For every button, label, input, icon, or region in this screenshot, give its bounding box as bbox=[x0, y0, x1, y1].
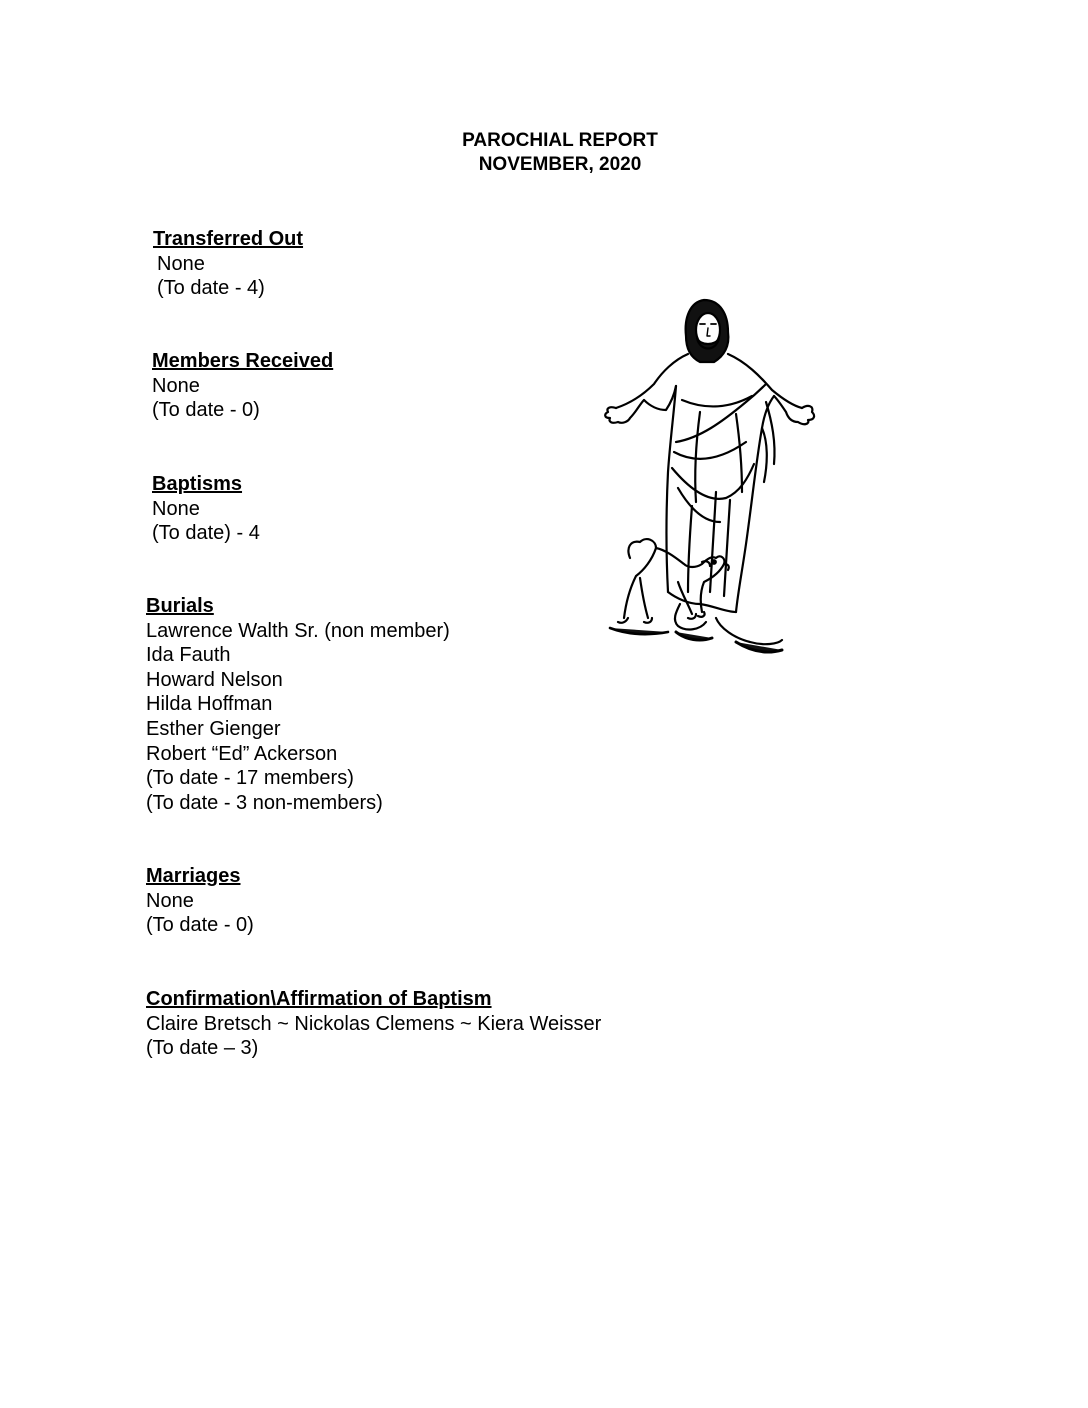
list-item: Ida Fauth bbox=[146, 644, 231, 667]
section-line: (To date - 0) bbox=[146, 914, 254, 937]
section-heading: Marriages bbox=[146, 865, 241, 887]
section-line: None bbox=[152, 497, 200, 520]
list-item: Howard Nelson bbox=[146, 668, 283, 691]
section-heading: Baptisms bbox=[152, 473, 243, 495]
list-item: Esther Gienger bbox=[146, 717, 281, 740]
section-members-received bbox=[152, 349, 333, 423]
section-line: (To date - 0) bbox=[152, 399, 260, 422]
list-item: (To date - 17 members) bbox=[146, 767, 354, 790]
report-date: NOVEMBER, 2020 bbox=[478, 154, 642, 175]
list-item: (To date - 3 non-members) bbox=[146, 791, 383, 814]
section-line: None bbox=[157, 252, 205, 275]
section-transferred-out bbox=[153, 227, 303, 301]
list-item: Lawrence Walth Sr. (non member) bbox=[146, 619, 450, 642]
section-line: None bbox=[152, 374, 200, 397]
section-confirmation bbox=[146, 987, 601, 1061]
jesus-with-lamb-icon bbox=[596, 292, 820, 664]
section-marriages bbox=[146, 864, 254, 938]
section-line: None bbox=[146, 889, 194, 912]
section-heading: Transferred Out bbox=[153, 228, 304, 250]
section-line: (To date - 4) bbox=[157, 277, 265, 300]
list-item: Hilda Hoffman bbox=[146, 693, 273, 716]
section-burials bbox=[146, 594, 450, 815]
section-heading: Members Received bbox=[152, 350, 334, 372]
section-line: (To date – 3) bbox=[146, 1037, 259, 1060]
report-title: PAROCHIAL REPORT bbox=[462, 130, 658, 151]
section-heading: Confirmation\Affirmation of Baptism bbox=[146, 988, 492, 1010]
section-baptisms bbox=[152, 472, 260, 546]
section-heading: Burials bbox=[146, 595, 214, 617]
section-line: (To date) - 4 bbox=[152, 522, 260, 545]
list-item: Robert “Ed” Ackerson bbox=[146, 742, 338, 765]
section-line: Claire Bretsch ~ Nickolas Clemens ~ Kiera Weisser bbox=[146, 1012, 602, 1035]
